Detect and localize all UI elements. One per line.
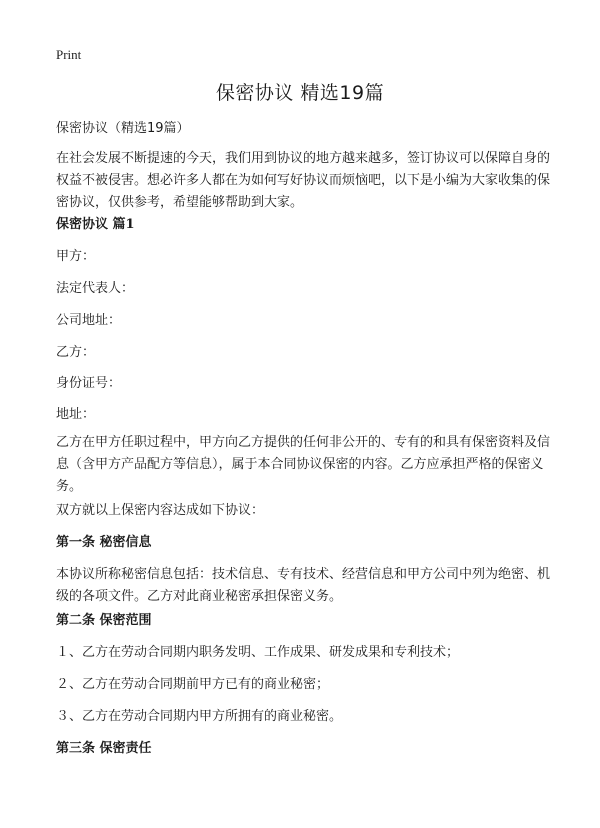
article-2-item: ３、乙方在劳动合同期内甲方所拥有的商业秘密。 <box>56 709 343 724</box>
address-label: 地址： <box>56 407 96 422</box>
page-title: 保密协议 精选19篇 <box>215 82 385 104</box>
article-2-item: １、乙方在劳动合同期内职务发明、工作成果、研发成果和专利技术； <box>56 645 460 660</box>
subtitle: 保密协议（精选19篇） <box>56 121 190 136</box>
party-b-label: 乙方： <box>56 345 96 360</box>
party-a-label: 甲方： <box>56 249 96 264</box>
article-3-heading: 第三条 保密责任 <box>56 741 152 756</box>
article-2-heading: 第二条 保密范围 <box>56 613 152 628</box>
print-link[interactable]: Print <box>56 47 82 62</box>
confidential-paragraph: 乙方在甲方任职过程中，甲方向乙方提供的任何非公开的、专有的和具有保密资料及信息（含甲方产品配方等信息），属于本合同协议保密的内容。乙方应承担严格的保密义务。 <box>56 435 551 494</box>
company-address-label: 公司地址： <box>56 313 122 328</box>
intro-paragraph: 在社会发展不断提速的今天，我们用到协议的地方越来越多，签订协议可以保障自身的权益不被侵害。想必许多人都在为如何写好协议而烦恼吧，以下是小编为大家收集的保密协议，仅供参考，希望能够帮助到大家。 <box>56 151 551 210</box>
article-1-text: 本协议所称秘密信息包括：技术信息、专有技术、经营信息和甲方公司中列为绝密、机级的各项文件。乙方对此商业秘密承担保密义务。 <box>56 567 551 604</box>
article-1-heading: 第一条 秘密信息 <box>56 535 152 550</box>
article-2-item: ２、乙方在劳动合同期前甲方已有的商业秘密； <box>56 677 330 692</box>
section-heading-1: 保密协议 篇1 <box>56 217 135 232</box>
legal-rep-label: 法定代表人： <box>56 281 135 296</box>
id-number-label: 身份证号： <box>56 376 122 391</box>
agreement-paragraph: 双方就以上保密内容达成如下协议： <box>56 503 265 518</box>
